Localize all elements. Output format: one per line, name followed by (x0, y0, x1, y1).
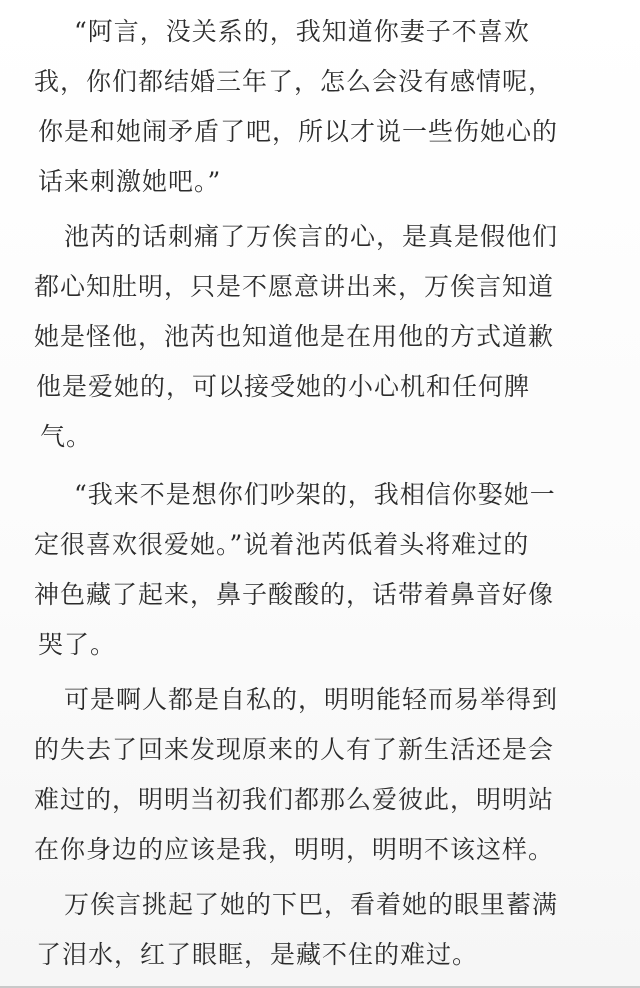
text-line: 都心知肚明，只是不愿意讲出来，万俟言知道 (34, 272, 555, 301)
text-line: 可是啊人都是自私的，明明能轻而易举得到 (64, 685, 559, 714)
text-line: 我，你们都结婚三年了，怎么会没有感情呢， (34, 67, 555, 96)
text-line: 他是爱她的，可以接受她的小心机和任何脾 (36, 372, 531, 401)
text-line: “阿言，没关系的，我知道你妻子不喜欢 (74, 17, 530, 46)
text-line: 万俟言挑起了她的下巴，看着她的眼里蓄满 (64, 890, 559, 919)
text-line: 你是和她闹矛盾了吧，所以才说一些伤她心的 (38, 117, 559, 146)
text-line: 了泪水，红了眼眶，是藏不住的难过。 (36, 940, 479, 969)
text-line: 定很喜欢很爱她。”说着池芮低着头将难过的 (34, 530, 530, 559)
text-line: 气。 (40, 422, 93, 451)
text-line: 池芮的话刺痛了万俟言的心，是真是假他们 (64, 222, 559, 251)
text-line: “我来不是想你们吵架的，我相信你娶她一 (74, 480, 556, 509)
text-line: 的失去了回来发现原来的人有了新生活还是会 (34, 735, 555, 764)
text-line: 神色藏了起来，鼻子酸酸的，话带着鼻音好像 (34, 580, 555, 609)
text-line: 哭了。 (38, 630, 117, 659)
text-line: 话来刺激她吧。” (38, 167, 222, 196)
text-line: 难过的，明明当初我们都那么爱彼此，明明站 (34, 785, 555, 814)
text-line: 在你身边的应该是我，明明，明明不该这样。 (34, 835, 555, 864)
text-line: 她是怪他，池芮也知道他是在用他的方式道歉 (34, 322, 555, 351)
